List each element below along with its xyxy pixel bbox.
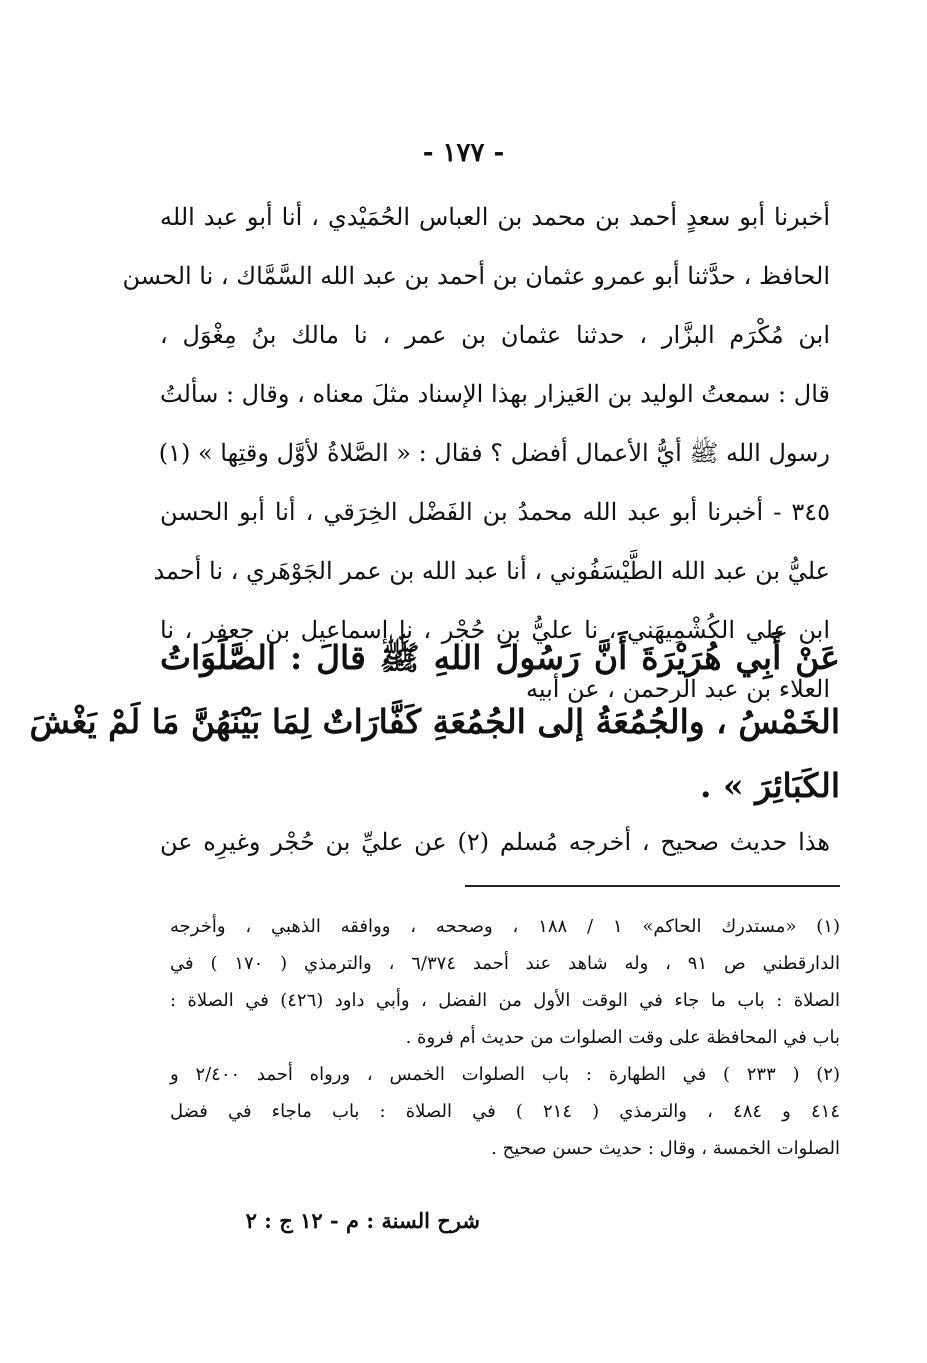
footnote-divider: [465, 885, 840, 887]
hadith-line: الخَمْسُ ، والجُمُعَةُ إلى الجُمُعَةِ كَفَّارَاتٌ لِمَا بَيْنَهُنَّ مَا لَمْ يَغْشَ: [29, 702, 840, 741]
main-line: ابن مُكْرَم البزَّار ، حدثنا عثمان بن عمر ، نا مالك بنُ مِغْوَل ،: [160, 321, 831, 349]
footnote-line: ٤١٤ و ٤٨٤ ، والترمذي ( ٢١٤ ) في الصلاة : باب ماجاء في فضل: [170, 1101, 841, 1122]
footnote-line: (٢) ( ٢٣٣ ) في الطهارة : باب الصلوات الخمس ، ورواه أحمد ٢/٤٠٠ و: [170, 1064, 840, 1085]
footnote-line: باب في المحافظة على وقت الصلوات من حديث أم فروة .: [405, 1027, 840, 1048]
footnote-line: الصلوات الخمسة ، وقال : حديث حسن صحيح .: [491, 1138, 840, 1159]
closing-line: هذا حديث صحيح ، أخرجه مُسلم (٢) عن عليِّ بن حُجْر وغيرِه عن: [160, 828, 830, 856]
signature-footer: شرح السنة : م - ١٢ ج : ٢: [245, 1208, 480, 1233]
footnote-line: (١) «مستدرك الحاكم» ١ / ١٨٨ ، وصححه ، ووافقه الذهبي ، وأخرجه: [170, 916, 840, 937]
main-line: ٣٤٥ - أخبرنا أبو عبد الله محمدُ بن الفَضْل الخِرَقي ، أنا أبو الحسن: [160, 498, 830, 526]
main-line: ابن علي الكُشْمِيهَني ، نا عليُّ بن حُجْر ، نا إسماعيل بن جعفر ، نا: [160, 616, 830, 644]
hadith-text: [29, 626, 840, 818]
main-line: أخبرنا أبو سعدٍ أحمد بن محمد بن العباس الحُمَيْدي ، أنا أبو عبد الله: [160, 203, 830, 231]
closing-text: [160, 814, 830, 870]
footnotes: [170, 908, 840, 1167]
main-line: قال : سمعتُ الوليد بن العَيزار بهذا الإسناد مثلَ معناه ، وقال : سألتُ: [160, 380, 831, 408]
page-number: - ١٧٧ -: [422, 138, 505, 168]
hadith-line: عَنْ أَبِي هُرَيْرَةَ أَنَّ رَسُولَ اللهِ ﷺ قالَ : الصَّلَوَاتُ: [160, 638, 840, 677]
main-line: رسول الله ﷺ أيُّ الأعمال أفضل ؟ فقال : « الصَّلاةُ لأوَّل وقتِها » (١): [158, 439, 830, 467]
footnote-line: الدارقطني ص ٩١ ، وله شاهد عند أحمد ٦/٣٧٤ ، والترمذي ( ١٧٠ ) في: [170, 953, 840, 974]
main-line: الحافظ ، حدَّثنا أبو عمرو عثمان بن أحمد بن عبد الله السَّمَّاك ، نا الحسن: [122, 262, 830, 290]
main-line: عليُّ بن عبد الله الطَّيْسَفُوني ، أنا عبد الله بن عمر الجَوْهَري ، نا أحمد: [153, 557, 830, 585]
footnote-line: الصلاة : باب ما جاء في الوقت الأول من الفضل ، وأبي داود (٤٢٦) في الصلاة :: [170, 990, 841, 1011]
hadith-line: الكَبَائِرَ » .: [700, 766, 840, 805]
main-line: العلاء بن عبد الرحمن ، عن أبيه: [525, 675, 830, 703]
